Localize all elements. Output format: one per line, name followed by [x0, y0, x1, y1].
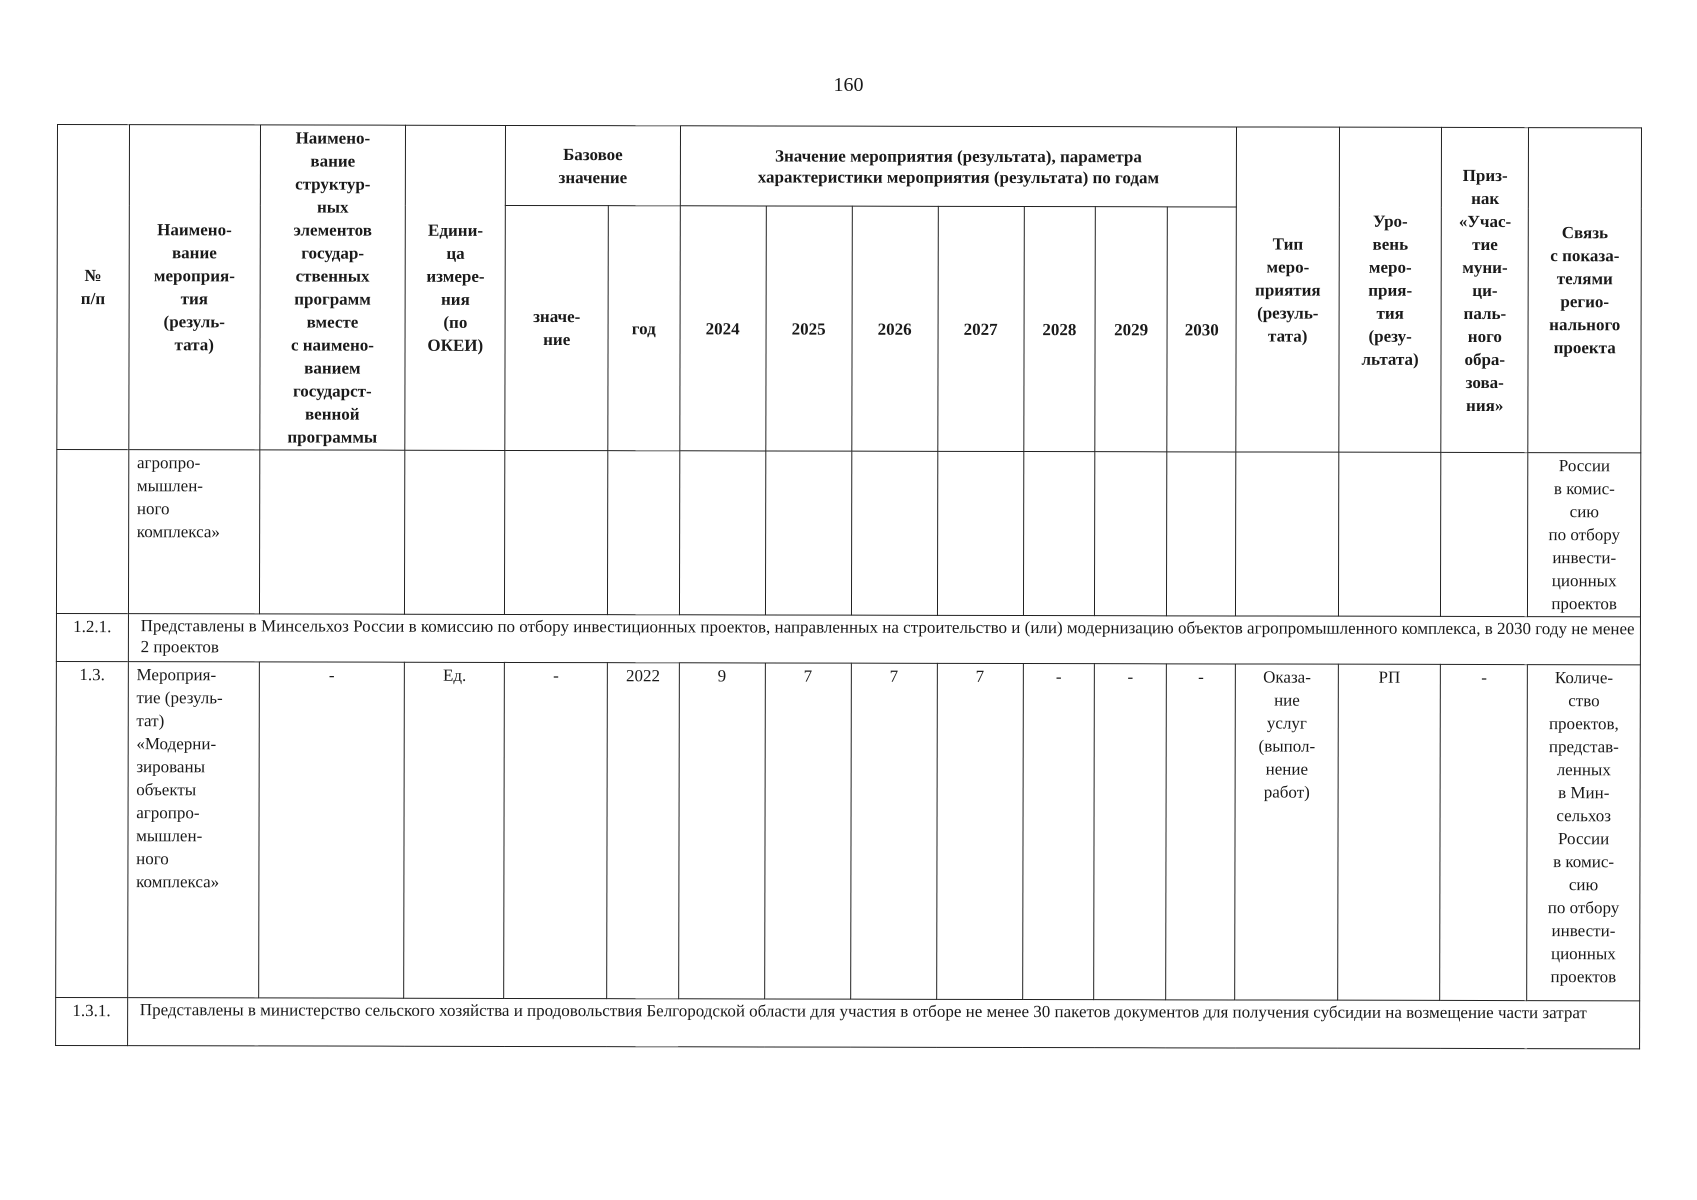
- text-line: значение: [558, 167, 628, 187]
- text-line: «Учас-: [1458, 211, 1512, 231]
- text-line: (резуль-: [163, 312, 225, 332]
- text-line: инвести-: [1552, 548, 1617, 568]
- text-line: тат): [136, 711, 165, 731]
- row-1-3-y2025: 7: [764, 663, 851, 999]
- text-line: Наимено-: [295, 128, 371, 148]
- cont-type: [1236, 452, 1339, 616]
- header-unit: [405, 125, 506, 450]
- text-line: ца: [446, 243, 465, 263]
- text-line: структур-: [295, 174, 371, 194]
- text-line: ванием: [304, 358, 361, 378]
- text-line: регио-: [1560, 292, 1610, 312]
- text-line: ционных: [1550, 944, 1616, 964]
- text-line: мышлен-: [136, 826, 203, 846]
- text-line: проектов: [1550, 967, 1617, 987]
- text-line: «Модерни-: [136, 734, 217, 754]
- text-line: ние: [543, 330, 571, 350]
- text-line: программ: [294, 289, 371, 309]
- text-line: телями: [1556, 269, 1613, 289]
- row-1-2-1-text: Представлены в Минсельхоз России в комиссию по отбору инвестиционных проектов, направленных на строительство и (или) модернизацию объектов агропромышленного комплекса, в 2030 году не менее 2 проектов: [128, 614, 1640, 665]
- text-line: паль-: [1463, 303, 1507, 323]
- cont-base-year: [607, 451, 679, 615]
- text-line: государ-: [301, 243, 365, 263]
- text-line: ного: [136, 849, 169, 869]
- text-line: вень: [1372, 234, 1409, 254]
- text-line: меро-: [1368, 257, 1412, 277]
- text-line: комплекса»: [136, 522, 220, 542]
- row-1-3-y2026: 7: [850, 663, 937, 999]
- text-line: ного: [1467, 326, 1502, 346]
- text-line: ленных: [1556, 760, 1611, 780]
- text-line: программы: [287, 427, 378, 447]
- row-1-3-y2027: 7: [936, 663, 1023, 999]
- text-line: нение: [1265, 759, 1309, 779]
- text-line: ния»: [1466, 395, 1504, 415]
- cont-y2030: [1166, 452, 1236, 616]
- cont-y2029: [1095, 452, 1167, 616]
- text-line: (по: [443, 312, 468, 332]
- text-line: ОКЕИ): [427, 335, 484, 355]
- text-line: ного: [136, 499, 170, 519]
- text-line: прия-: [1368, 280, 1413, 300]
- header-link: [1528, 128, 1641, 453]
- header-level: [1339, 127, 1442, 452]
- header-year-2028: 2028: [1023, 207, 1095, 452]
- row-1-2-1-num: 1.2.1.: [56, 614, 128, 662]
- text-line: сельхоз: [1556, 806, 1612, 826]
- text-line: проектов: [1551, 594, 1617, 614]
- text-line: с показа-: [1550, 246, 1620, 266]
- text-line: ство: [1568, 691, 1600, 711]
- row-1-3-unit: Ед.: [404, 662, 505, 998]
- row-1-3-y2029: -: [1094, 664, 1166, 1000]
- header-year-2027: 2027: [937, 207, 1024, 452]
- text-line: тата): [1268, 326, 1308, 346]
- text-line: значе-: [533, 307, 581, 327]
- text-line: государст-: [292, 381, 372, 401]
- header-year-2024: 2024: [679, 206, 766, 451]
- text-line: Наимено-: [157, 220, 232, 240]
- row-1-3-y2028: -: [1022, 664, 1094, 1000]
- text-line: Количе-: [1554, 668, 1614, 688]
- text-line: Связь: [1561, 223, 1609, 243]
- text-line: услуг: [1266, 713, 1307, 733]
- cont-base-value: [505, 450, 608, 614]
- cont-y2025: [765, 451, 851, 615]
- text-line: России: [1558, 829, 1610, 849]
- row-1-3-municipal: -: [1440, 664, 1528, 1000]
- text-line: тие (резуль-: [136, 688, 223, 708]
- header-years-group: [680, 126, 1237, 207]
- text-line: измере-: [426, 266, 485, 286]
- text-line: Базовое: [563, 144, 623, 164]
- text-line: ционных: [1551, 571, 1617, 591]
- text-line: вместе: [306, 312, 359, 332]
- text-line: ци-: [1472, 280, 1498, 300]
- text-line: (резу-: [1368, 326, 1412, 346]
- cont-link: [1528, 453, 1641, 617]
- text-line: проектов,: [1548, 714, 1619, 734]
- row-1-3: [56, 661, 1641, 1000]
- header-base-year: год: [608, 206, 680, 451]
- header-type: [1236, 127, 1339, 452]
- indicators-table: [55, 124, 1642, 1049]
- text-line: меро-: [1266, 257, 1310, 277]
- text-line: нального: [1549, 315, 1621, 335]
- text-line: объекты: [136, 780, 197, 800]
- text-line: сию: [1569, 502, 1600, 522]
- cont-struct: [259, 450, 405, 614]
- header-year-2026: 2026: [851, 206, 938, 451]
- cont-unit: [405, 450, 506, 614]
- text-line: мышлен-: [136, 476, 203, 496]
- row-1-3-level: РП: [1338, 664, 1441, 1000]
- text-line: работ): [1263, 782, 1310, 802]
- continuation-row: [56, 450, 1640, 617]
- row-1-3-link: [1527, 665, 1640, 1001]
- text-line: (резуль-: [1257, 303, 1319, 323]
- text-line: агропро-: [136, 453, 201, 473]
- text-line: ния: [440, 289, 470, 309]
- text-line: п/п: [80, 289, 106, 309]
- text-line: нак: [1471, 188, 1500, 208]
- text-line: Приз-: [1462, 165, 1508, 185]
- text-line: Значение мероприятия (результата), параметра: [774, 146, 1142, 166]
- page-number: 160: [833, 74, 864, 96]
- row-1-3-1-text: Представлены в министерство сельского хозяйства и продовольствия Белгородской области для участия в отборе не менее 30 пакетов документов для получения субсидии на возмещение части затрат: [127, 998, 1639, 1049]
- text-line: Тип: [1272, 234, 1304, 254]
- text-line: приятия: [1255, 280, 1321, 300]
- header-year-2029: 2029: [1095, 207, 1167, 452]
- cont-y2024: [679, 451, 765, 615]
- row-1-3-1-num: 1.3.1.: [56, 997, 128, 1045]
- text-line: Оказа-: [1263, 667, 1311, 687]
- text-line: №: [84, 266, 102, 286]
- cont-y2027: [937, 451, 1023, 615]
- row-1-2-1: [56, 614, 1640, 665]
- text-line: сию: [1568, 875, 1599, 895]
- text-line: России: [1558, 456, 1611, 476]
- row-1-3-type: [1235, 664, 1338, 1000]
- cont-level: [1338, 452, 1441, 616]
- text-line: Едини-: [428, 220, 484, 240]
- row-1-3-base-value: -: [504, 662, 607, 998]
- header-year-2025: 2025: [765, 206, 852, 451]
- text-line: зова-: [1465, 372, 1504, 392]
- text-line: вание: [310, 151, 356, 171]
- text-line: ственных: [295, 266, 370, 286]
- text-line: ние: [1274, 690, 1300, 710]
- text-line: зированы: [136, 757, 206, 777]
- text-line: муни-: [1462, 257, 1508, 277]
- text-line: инвести-: [1551, 921, 1616, 941]
- header-num: [57, 125, 129, 450]
- text-line: мероприя-: [153, 266, 235, 286]
- text-line: вание: [171, 243, 217, 263]
- text-line: тия: [180, 289, 209, 309]
- text-line: с наимено-: [290, 335, 374, 355]
- row-1-3-y2024: 9: [678, 663, 765, 999]
- text-line: (выпол-: [1258, 736, 1316, 756]
- text-line: ных: [316, 197, 349, 217]
- text-line: характеристики мероприятия (результата) по годам: [757, 167, 1160, 187]
- cont-y2028: [1023, 452, 1095, 616]
- cont-name: [128, 450, 259, 614]
- text-line: агропро-: [136, 803, 200, 823]
- text-line: Уро-: [1372, 211, 1408, 231]
- text-line: представ-: [1548, 737, 1619, 757]
- text-line: проекта: [1553, 338, 1616, 358]
- row-1-3-num: 1.3.: [56, 661, 128, 997]
- text-line: комплекса»: [136, 872, 220, 892]
- text-line: тата): [174, 335, 214, 355]
- cont-municipal: [1441, 452, 1528, 616]
- text-line: в Мин-: [1558, 783, 1610, 803]
- header-name: [128, 125, 260, 450]
- text-line: в комис-: [1553, 852, 1615, 872]
- text-line: Мероприя-: [136, 665, 217, 685]
- header-year-2030: 2030: [1167, 207, 1237, 452]
- header-municipal: [1441, 127, 1529, 452]
- text-line: по отбору: [1547, 898, 1620, 918]
- cont-num: [56, 450, 128, 614]
- row-1-3-1: [56, 997, 1640, 1048]
- text-line: элементов: [293, 220, 372, 240]
- row-1-3-name: [127, 662, 259, 998]
- header-base-value: [505, 206, 608, 451]
- row-1-3-y2030: -: [1166, 664, 1236, 1000]
- row-1-3-base-year: 2022: [607, 663, 679, 999]
- text-line: льтата): [1361, 349, 1419, 369]
- header-row-1: [57, 125, 1641, 209]
- text-line: тие: [1472, 234, 1498, 254]
- text-line: по отбору: [1548, 525, 1621, 545]
- header-base-group: [506, 125, 680, 206]
- text-line: обра-: [1464, 349, 1506, 369]
- text-line: венной: [304, 404, 360, 424]
- cont-y2026: [851, 451, 937, 615]
- text-line: тия: [1376, 303, 1404, 323]
- row-1-3-struct: -: [258, 662, 404, 998]
- text-line: в комис-: [1553, 479, 1615, 499]
- header-struct: [260, 125, 406, 450]
